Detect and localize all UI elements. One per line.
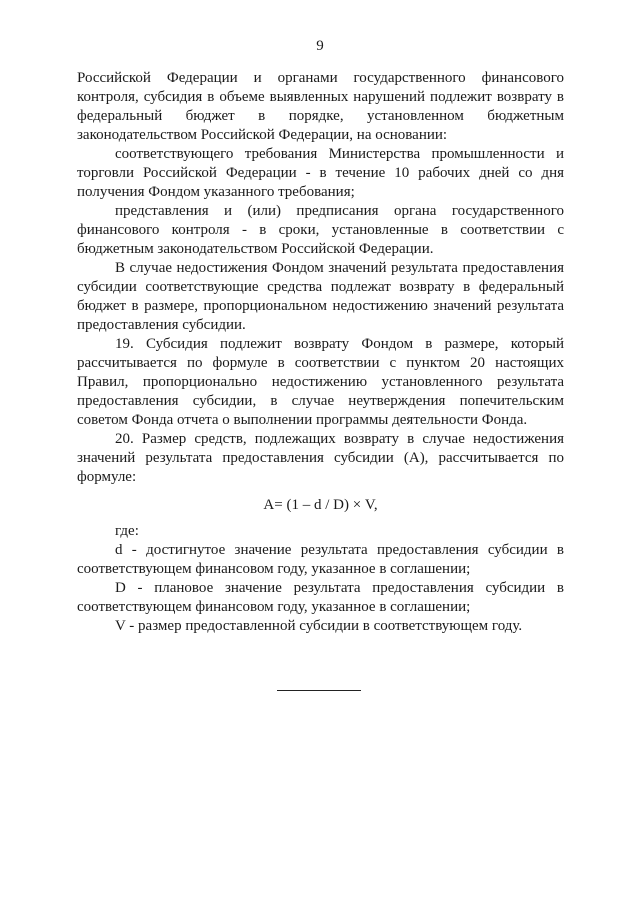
formula: А= (1 – d / D) × V, — [263, 497, 378, 513]
document-body — [77, 69, 564, 636]
paragraph-non-achievement: В случае недостижения Фондом значений результата предоставления субсидии соответствующие средства подлежат возврату в федеральный бюджет в размере, пропорциональном недостижению значений результата предоставления субсидии. — [77, 260, 564, 333]
paragraph-control-order: представления и (или) предписания органа государственного финансового контроля - в сроки, установленные в соответствии с бюджетным законодательством Российской Федерации. — [77, 203, 564, 257]
definition-V: V - размер предоставленной субсидии в соответствующем году. — [115, 618, 523, 634]
paragraph-continuation: Российской Федерации и органами государственного финансового контроля, субсидия в объеме выявленных нарушений подлежит возврату в федеральный бюджет в порядке, установленном бюджетным законодательством Российской Федерации, на основании: — [77, 70, 564, 143]
paragraph-clause-19: 19. Субсидия подлежит возврату Фондом в размере, который рассчитывается по формуле в соответствии с пунктом 20 настоящих Правил, пропорционально недостижению установленного результата предоставления субсидии, в случае неутверждения попечительским советом Фонда отчета о выполнении программы деятельности Фонда. — [77, 336, 564, 428]
paragraph-ministry-requirement: соответствующего требования Министерства промышленности и торговли Российской Федерации - в течение 10 рабочих дней со дня получения Фондом указанного требования; — [77, 146, 564, 200]
end-divider — [277, 690, 361, 691]
paragraph-clause-20: 20. Размер средств, подлежащих возврату в случае недостижения значений результата предоставления субсидии (А), рассчитывается по формуле: — [77, 431, 564, 485]
definition-D: D - плановое значение результата предоставления субсидии в соответствующем финансовом году, указанное в соглашении; — [77, 580, 564, 615]
where-label: где: — [115, 523, 139, 539]
definition-d: d - достигнутое значение результата предоставления субсидии в соответствующем финансовом году, указанное в соглашении; — [77, 542, 564, 577]
page-number: 9 — [316, 38, 324, 54]
